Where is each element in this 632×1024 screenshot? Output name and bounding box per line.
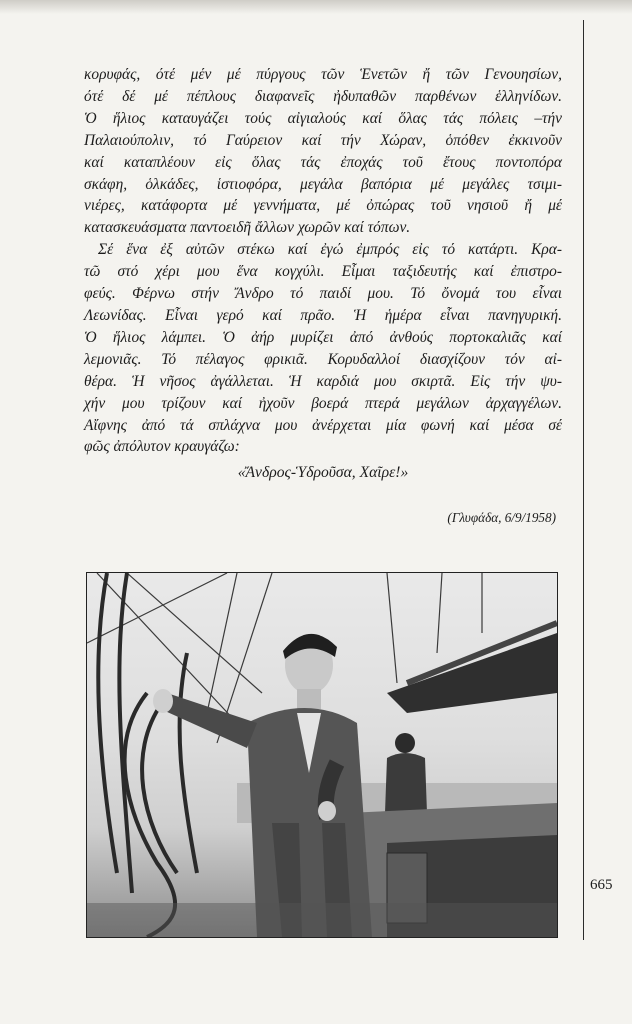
text-line: σκάφη, ὁλκάδες, ἱστιοφόρα, μεγάλα βαπόρια μέ μεγάλες τσιμι- (84, 175, 562, 193)
sailor-figure (385, 733, 427, 813)
source-date: (Γλυφάδα, 6/9/1958) (447, 510, 556, 525)
text-line: Ὁ ἥλιος καταυγάζει τούς αἰγιαλούς καί ὅλας τάς πόλεις –τήν (84, 109, 562, 127)
text-line: Αἴφνης ἀπό τά σπλάχνα μου ἀνέρχεται μία φωνή καί μέσα σέ (84, 416, 562, 434)
text-line: Σέ ἕνα ἐξ αὐτῶν στέκω καί ἐγώ ἐμπρός εἰς τό κατάρτι. Κρα- (98, 241, 562, 259)
text-line: χήν μου τρίζουν καί ἠχοῦν βοερά πτερά μεγάλων ἀρχαγγέλων. (84, 394, 562, 412)
quote-line: «Ἄνδρος-Ὑδροῦσα, Χαῖρε!» (237, 464, 409, 481)
text-line: Λεωνίδας. Εἶναι γερό καί πρᾶο. Ἡ ἡμέρα εἶναι πανηγυρική. (84, 306, 562, 324)
photo-illustration (87, 573, 557, 937)
page-number: 665 (590, 877, 613, 893)
text-line: καί καταπλέουν εἰς ὅλας τάς ἐποχάς τοῦ ἔτους ποντοπόρα (84, 153, 562, 171)
page-top-shadow (0, 0, 632, 14)
man-in-suit (153, 634, 372, 937)
text-line: τῶ στό χέρι μου ἕνα κογχύλι. Εἶμαι ταξιδευτής καί ἐπιστρο- (84, 263, 562, 281)
text-line: φῶς ἀπόλυτον κραυγάζω: (84, 438, 240, 456)
text-line: ότέ δέ μέ πέπλους διαφανεῖς ἠδυπαθῶν παρθένων ἑλληνίδων. (84, 87, 562, 105)
text-line: νιέρες, κατάφορτα μέ γεννήματα, μέ ὀπώρας τοῦ νησιοῦ ἤ μέ (84, 197, 562, 215)
text-line: Ὁ ἥλιος λάμπει. Ὁ ἀήρ μυρίζει ἀπό ἀνθούς πορτοκαλιᾶς καί (84, 328, 562, 346)
furled-sail (387, 633, 557, 713)
text-line: λεμονιᾶς. Τό πέλαγος φρικιᾶ. Κορυδαλλοί διασχίζουν τόν αἰ- (84, 350, 562, 368)
text-line: κορυφάς, ότέ μέν μέ πύργους τῶν Ἑνετῶν ἤ τῶν Γενουησίων, (84, 66, 562, 83)
body-text (84, 64, 562, 458)
text-line: κατασκευάσματα παντοειδῆ ἄλλων χωρῶν καί τόπων. (84, 219, 411, 237)
text-line: Παλαιούπολιν, τό Γαύρειον καί τήν Χώραν, ὁπόθεν ἐκκινοῦν (84, 131, 562, 149)
margin-rule (583, 20, 584, 940)
text-line: θέρα. Ἡ νῆσος ἀγάλλεται. Ἡ καρδιά μου σκιρτᾶ. Εἰς τήν ψυ- (84, 372, 562, 390)
text-line: φεύς. Φέρνω στήν Ἄνδρο τό παιδί μου. Τό ὄνομά του εἶναι (84, 285, 562, 303)
photograph (86, 572, 558, 938)
